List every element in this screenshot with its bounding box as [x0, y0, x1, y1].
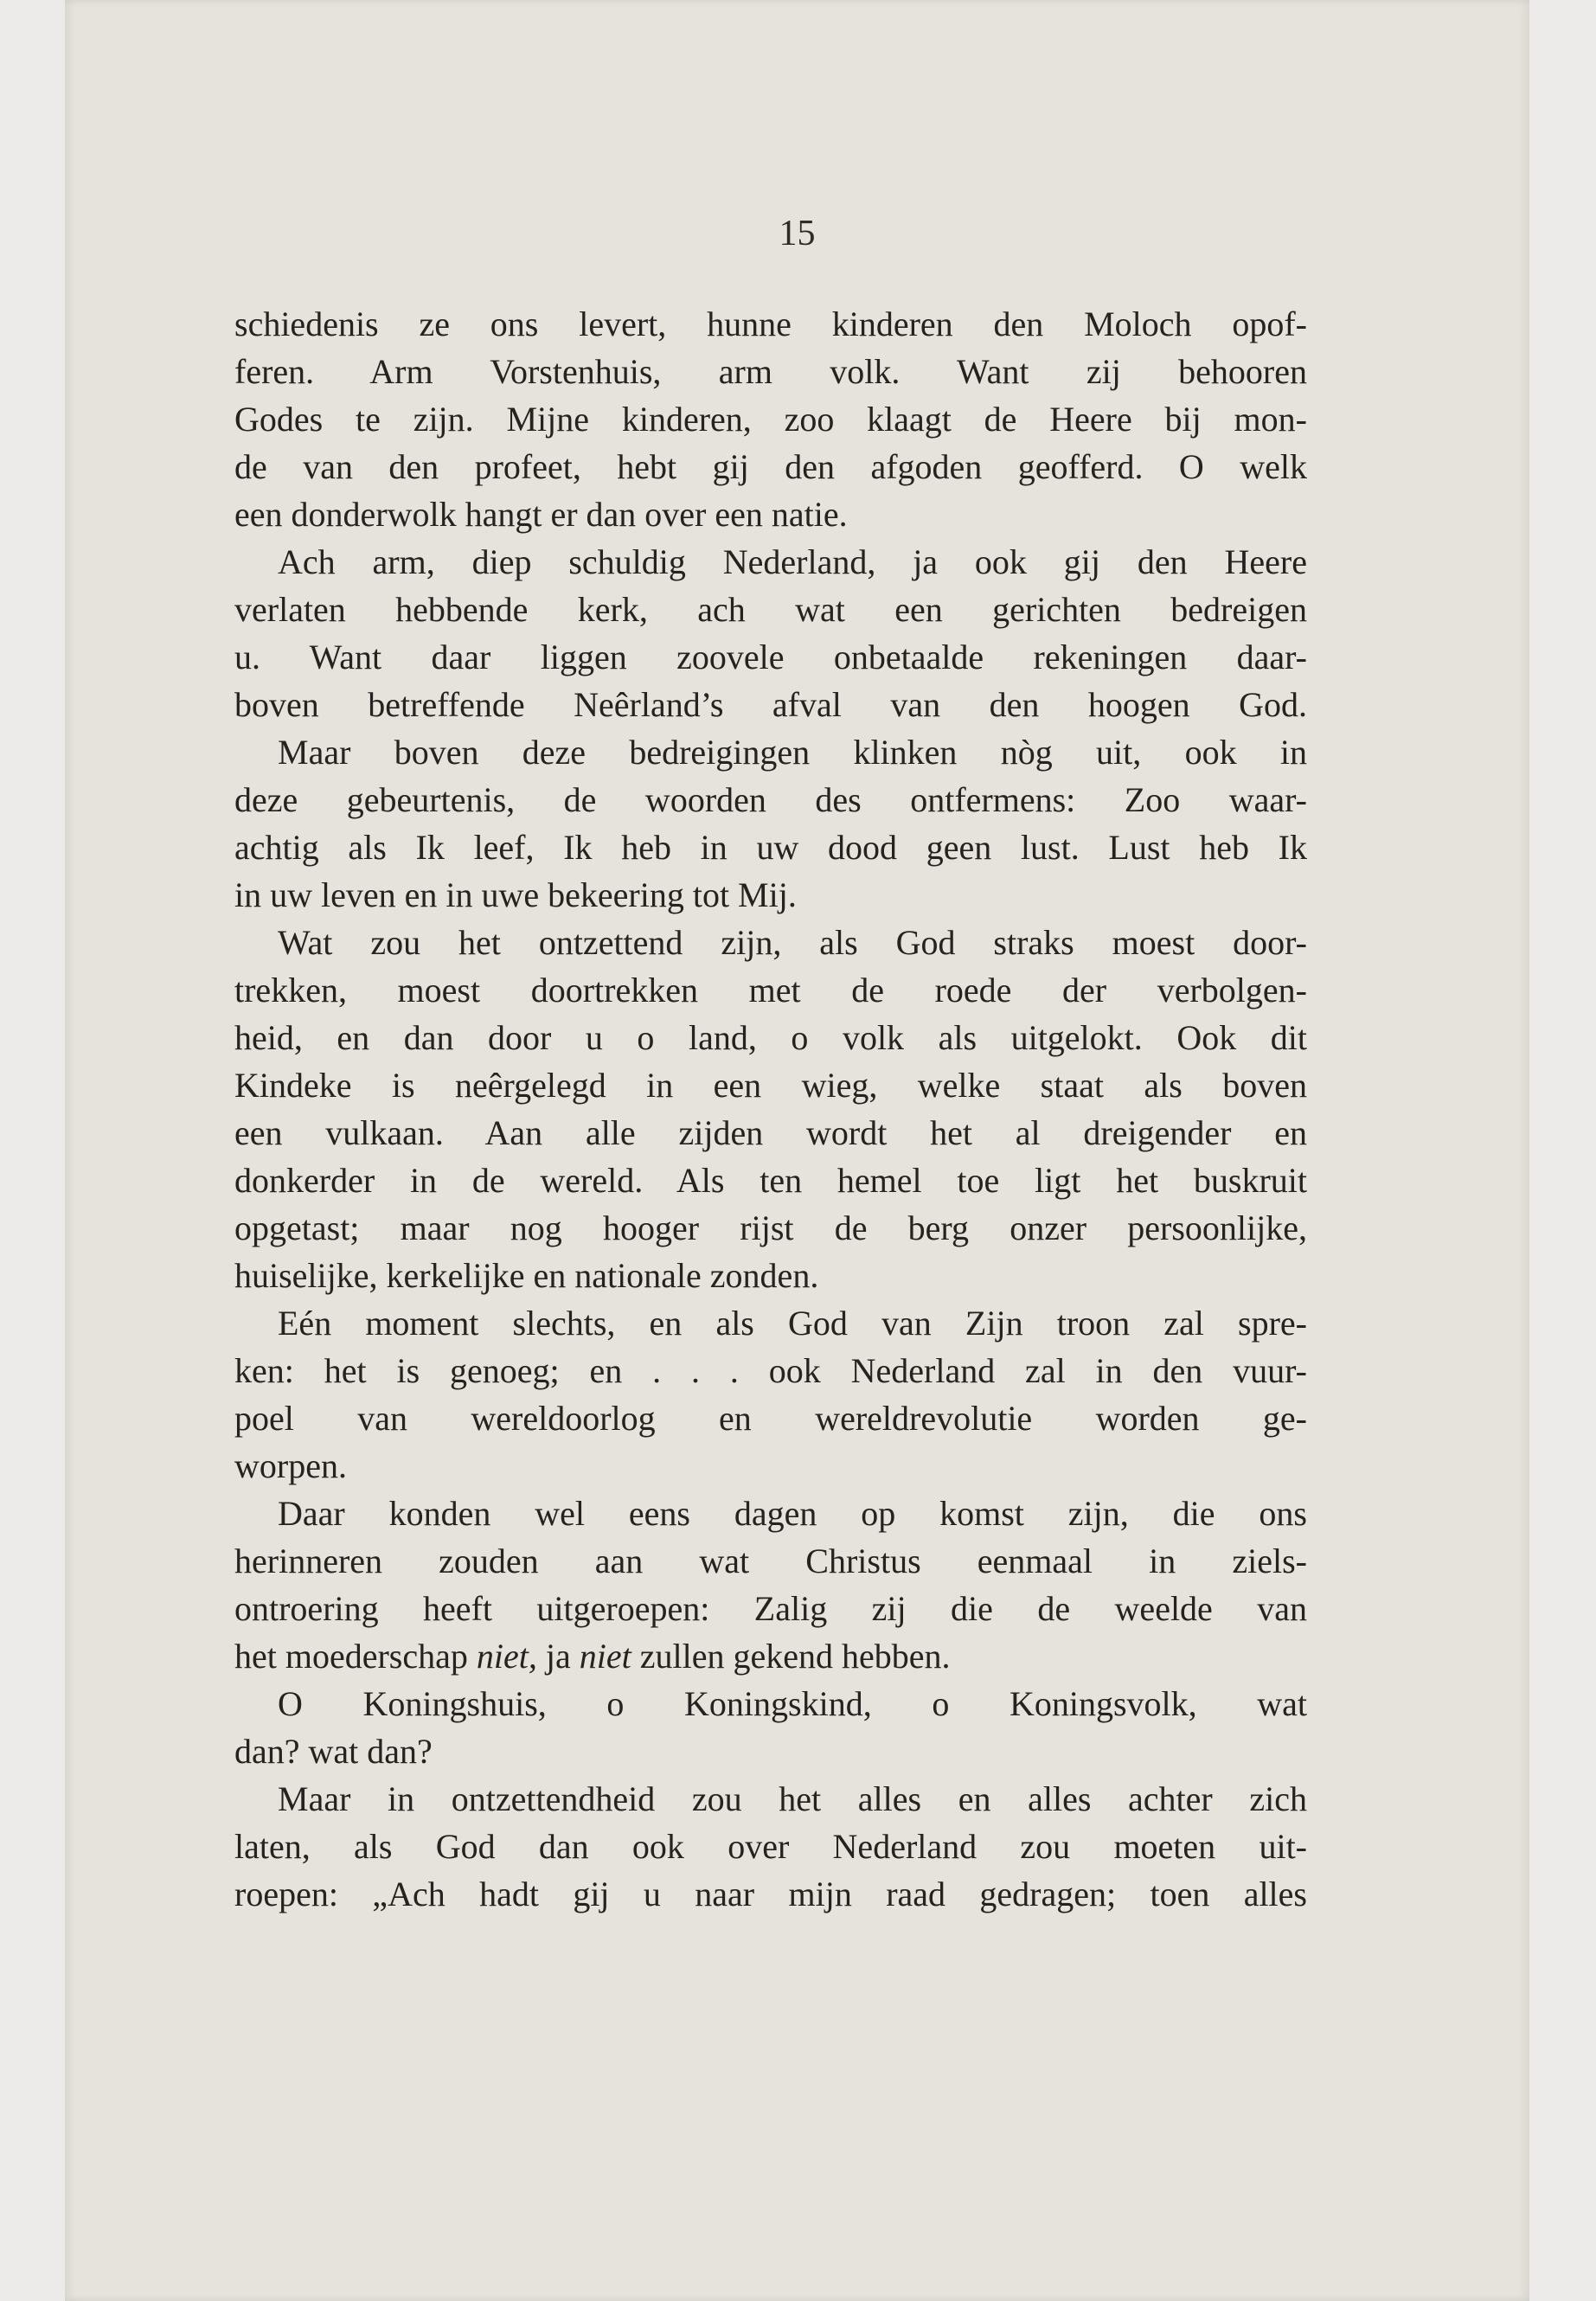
page-number: 15	[779, 214, 816, 253]
text-segment: ja	[536, 1637, 580, 1676]
paragraph	[234, 1299, 1307, 1490]
paragraph	[234, 538, 1307, 728]
text-line	[234, 1490, 1307, 1537]
text-line: ken: het is genoeg; en . . . ook Nederland zal in den vuur-	[234, 1351, 1307, 1390]
text-line-content: O Koningshuis, o Koningskind, o Koningsvolk, wat	[278, 1684, 1307, 1723]
text-line: ontroering heeft uitgeroepen: Zalig zij die de weelde van	[234, 1589, 1307, 1628]
text-line: opgetast; maar nog hooger rijst de berg onzer persoonlijke,	[234, 1208, 1307, 1247]
text-line: heid, en dan door u o land, o volk als uitgelokt. Ook dit	[234, 1018, 1307, 1057]
text-line-content: Wat zou het ontzettend zijn, als God straks moest door-	[278, 923, 1307, 962]
paragraph	[234, 728, 1307, 919]
text-line	[234, 1775, 1307, 1823]
text-line	[234, 919, 1307, 966]
text-line: u. Want daar liggen zoovele onbetaalde rekeningen daar-	[234, 638, 1307, 676]
text-line: dan? wat dan?	[234, 1732, 433, 1771]
text-line: de van den profeet, hebt gij den afgoden geofferd. O welk	[234, 447, 1307, 486]
scan-backdrop-left	[0, 0, 65, 2301]
book-page	[65, 0, 1529, 2301]
text-line: worpen.	[234, 1446, 347, 1485]
text-line: schiedenis ze ons levert, hunne kinderen den Moloch opof-	[234, 304, 1307, 343]
text-line: Godes te zijn. Mijne kinderen, zoo klaagt de Heere bij mon-	[234, 400, 1307, 439]
text-line: laten, als God dan ook over Nederland zou moeten uit-	[234, 1827, 1307, 1866]
text-segment: zullen gekend hebben.	[631, 1637, 951, 1676]
text-line: herinneren zouden aan wat Christus eenmaal in ziels-	[234, 1541, 1307, 1580]
text-line	[234, 1632, 1307, 1680]
body-text	[234, 300, 1307, 1918]
text-line-content: Maar boven deze bedreigingen klinken nòg uit, ook in	[278, 733, 1307, 772]
italic-emphasis: niet	[579, 1637, 631, 1676]
text-line: boven betreffende Neêrland’s afval van den hoogen God.	[234, 685, 1307, 724]
text-line: verlaten hebbende kerk, ach wat een gerichten bedreigen	[234, 590, 1307, 629]
text-line: in uw leven en in uwe bekeering tot Mij.	[234, 875, 797, 914]
text-line: roepen: „Ach hadt gij u naar mijn raad gedragen; toen alles	[234, 1875, 1307, 1913]
text-line	[234, 1680, 1307, 1727]
text-line-content: Ach arm, diep schuldig Nederland, ja ook gij den Heere	[278, 542, 1307, 581]
text-line-content: Daar konden wel eens dagen op komst zijn, die ons	[278, 1494, 1307, 1533]
text-line	[234, 1299, 1307, 1347]
text-line: achtig als Ik leef, Ik heb in uw dood geen lust. Lust heb Ik	[234, 828, 1307, 867]
text-line: een vulkaan. Aan alle zijden wordt het al dreigender en	[234, 1113, 1307, 1152]
paragraph	[234, 919, 1307, 1299]
text-line: deze gebeurtenis, de woorden des ontfermens: Zoo waar-	[234, 780, 1307, 819]
paragraph	[234, 300, 1307, 538]
italic-emphasis: niet,	[476, 1637, 537, 1676]
text-segment: het moederschap	[234, 1637, 477, 1676]
text-line: feren. Arm Vorstenhuis, arm volk. Want zij behooren	[234, 352, 1307, 391]
text-line: donkerder in de wereld. Als ten hemel toe ligt het buskruit	[234, 1161, 1307, 1200]
text-line: huiselijke, kerkelijke en nationale zonden.	[234, 1256, 819, 1295]
paragraph	[234, 1490, 1307, 1680]
text-line-content: Eén moment slechts, en als God van Zijn troon zal spre-	[278, 1304, 1307, 1343]
text-line: trekken, moest doortrekken met de roede der verbolgen-	[234, 971, 1307, 1009]
text-line: Kindeke is neêrgelegd in een wieg, welke staat als boven	[234, 1066, 1307, 1105]
text-line	[234, 728, 1307, 776]
paragraph	[234, 1775, 1307, 1918]
text-line: poel van wereldoorlog en wereldrevolutie worden ge-	[234, 1399, 1307, 1438]
text-line: een donderwolk hangt er dan over een natie.	[234, 495, 848, 534]
text-line	[234, 538, 1307, 586]
paragraph	[234, 1680, 1307, 1775]
text-line-content: Maar in ontzettendheid zou het alles en alles achter zich	[278, 1779, 1307, 1818]
scan-backdrop-right	[1529, 0, 1596, 2301]
